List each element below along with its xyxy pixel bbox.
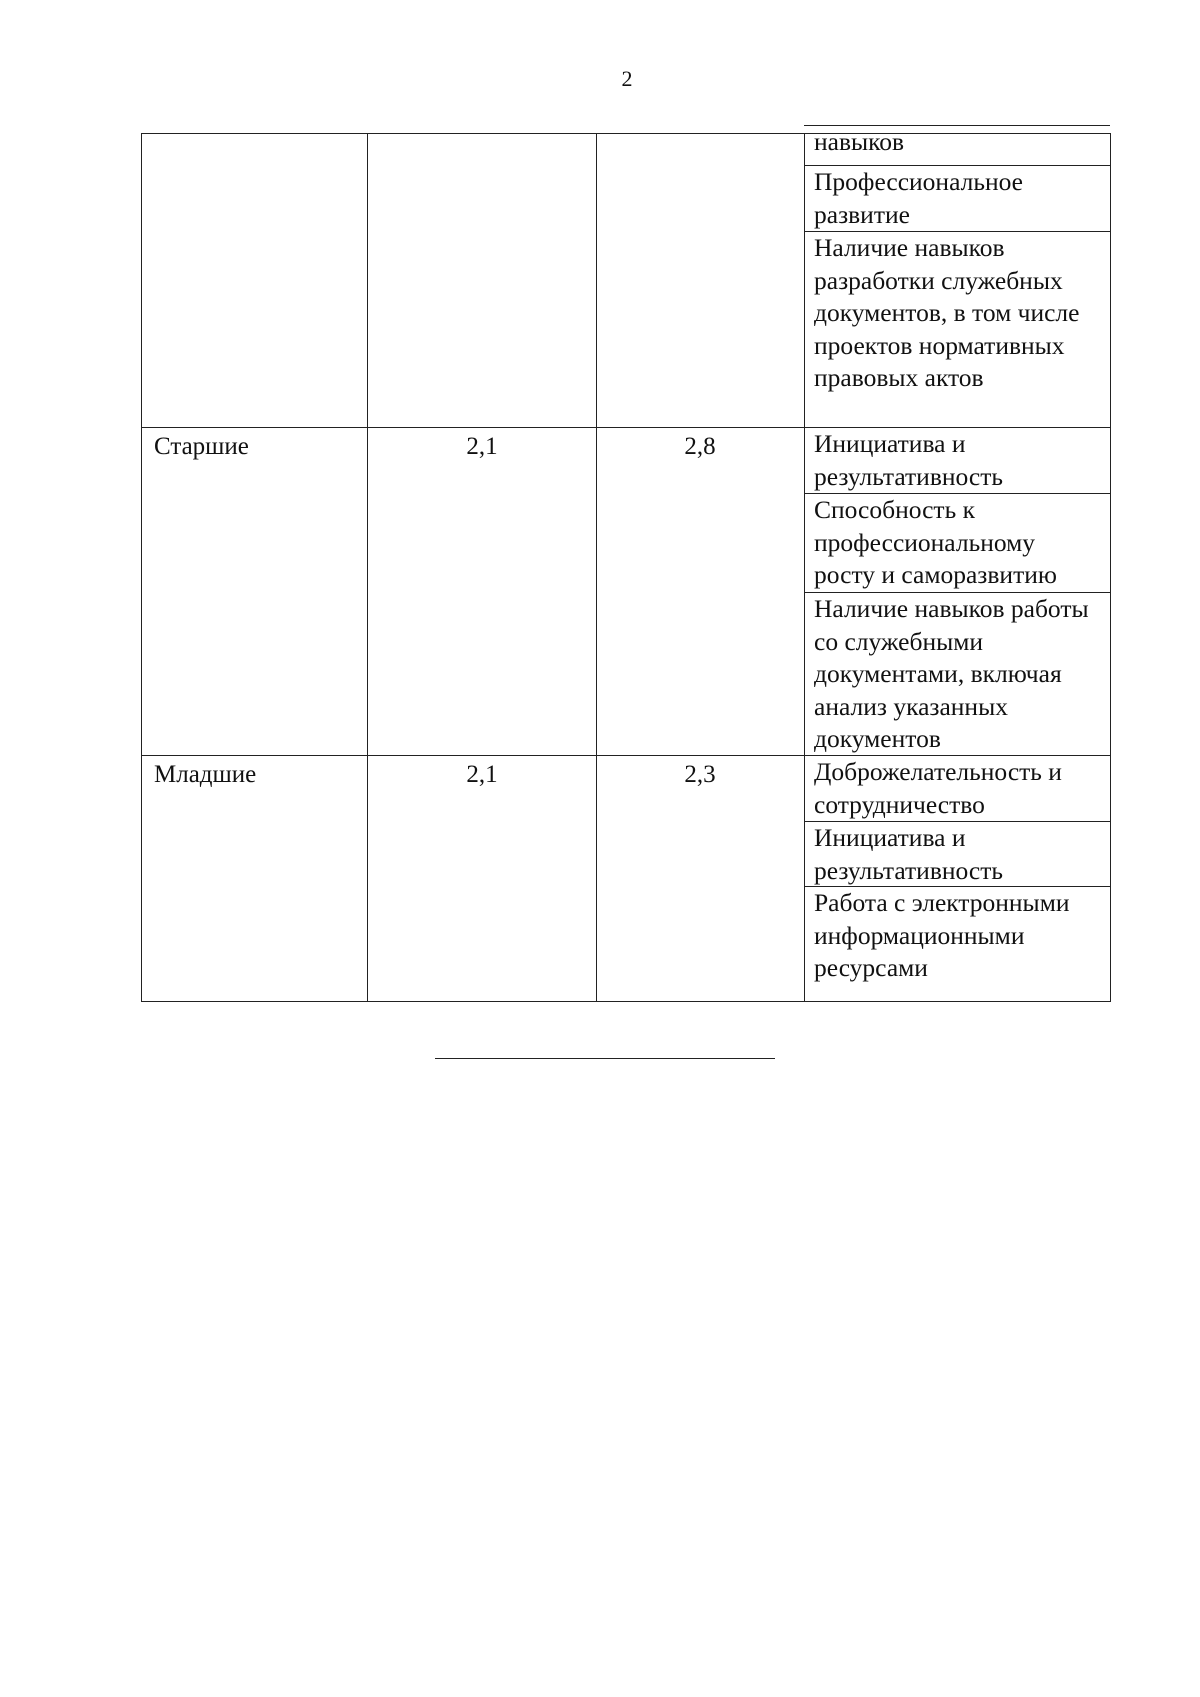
column-divider: [367, 133, 368, 1001]
criterion-cell: Способность к профессиональному росту и саморазвитию: [804, 493, 1110, 592]
value-2-cell: 2,8: [684, 433, 716, 460]
value-1-cell: 2,1: [466, 433, 498, 460]
criterion-cell: Инициатива и результативность: [804, 427, 1110, 493]
criterion-cell: Наличие навыков разработки служебных документов, в том числе проектов нормативных правовых актов: [804, 231, 1110, 428]
row-divider: [142, 755, 804, 756]
competency-table: [141, 127, 1111, 1002]
page-number: 2: [621, 66, 633, 91]
criteria-column: [804, 127, 1111, 1001]
criterion-cell: навыков: [804, 125, 1110, 165]
category-cell: Младшие: [154, 761, 257, 788]
row-divider: [142, 427, 804, 428]
criterion-cell: Профессиональное развитие: [804, 165, 1110, 231]
value-2-cell: 2,3: [684, 761, 716, 788]
column-divider: [596, 133, 597, 1001]
criterion-cell: Доброжелательность и сотрудничество: [804, 755, 1110, 821]
category-cell: Старшие: [154, 433, 249, 460]
criterion-cell: Работа с электронными информационными ресурсами: [804, 886, 1110, 1002]
value-1-cell: 2,1: [466, 761, 498, 788]
end-separator-line: [435, 1058, 775, 1059]
criterion-cell: Инициатива и результативность: [804, 821, 1110, 886]
criterion-cell: Наличие навыков работы со служебными документами, включая анализ указанных документов: [804, 592, 1110, 755]
